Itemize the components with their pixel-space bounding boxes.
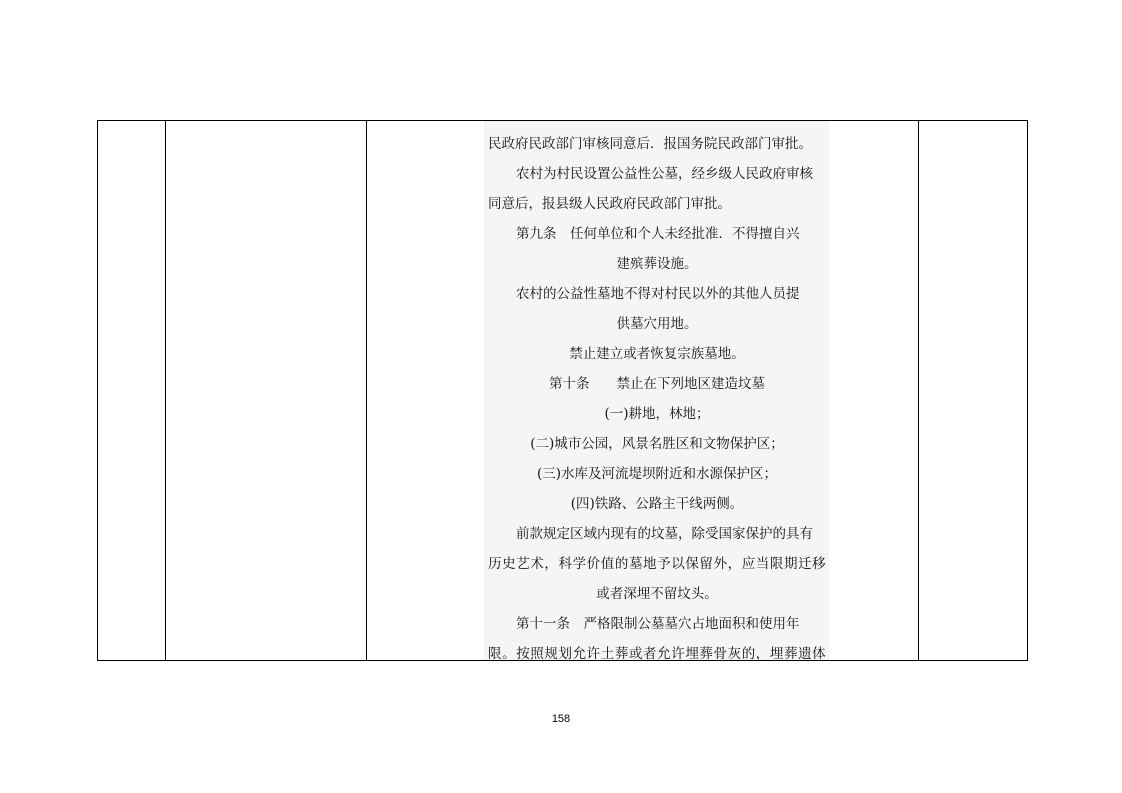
text-line: 第十条 禁止在下列地区建造坟墓 [549, 376, 765, 392]
text-line: 同意后，报县级人民政府民政部门审批。 [488, 196, 731, 212]
text-line: 限 。 按 照 规 划 允 许 土 葬 或 者 允 许 埋 葬 骨 灰 的 ， 埋 葬 遗 体 [488, 646, 826, 662]
text-line: 供墓穴用地。 [616, 316, 698, 332]
page-number: 158 [551, 713, 571, 725]
text-line: (三)水库及河流堤坝附近和水源保护区； [536, 466, 778, 482]
text-line: 或者深埋不留坟头。 [596, 586, 718, 602]
column-divider [366, 121, 367, 660]
column-divider [918, 121, 919, 660]
regulation-text-cell [484, 121, 829, 660]
text-line: 建殡葬设施。 [616, 256, 698, 272]
document-table [97, 120, 1028, 661]
text-line: 禁止建立或者恢复宗族墓地。 [569, 346, 745, 362]
text-line: 第九条 任何单位和个人未经批准．不得擅自兴 [516, 226, 800, 242]
text-line: 农村的公益性墓地不得对村民以外的其他人员提 [516, 286, 800, 302]
text-line: 前款规定区域内现有的坟墓，除受国家保护的具有 [516, 526, 813, 542]
text-line: 民政府民政部门审核同意后．报国务院民政部门审批。 [488, 136, 812, 152]
text-line: 历 史 艺 术 ， 科 学 价 值 的 墓 地 予 以 保 留 外 ， 应 当 限 期 迁 移 [488, 556, 826, 572]
column-divider [165, 121, 166, 660]
text-line: (二)城市公园，风景名胜区和文物保护区； [530, 436, 784, 452]
text-line: 第十一条 严格限制公墓墓穴占地面积和使用年 [516, 616, 800, 632]
text-line: 农村为村民设置公益性公墓，经乡级人民政府审核 [516, 166, 813, 182]
text-line: (一)耕地，林地； [604, 406, 710, 422]
text-line: (四)铁路、公路主干线两侧。 [570, 496, 744, 512]
